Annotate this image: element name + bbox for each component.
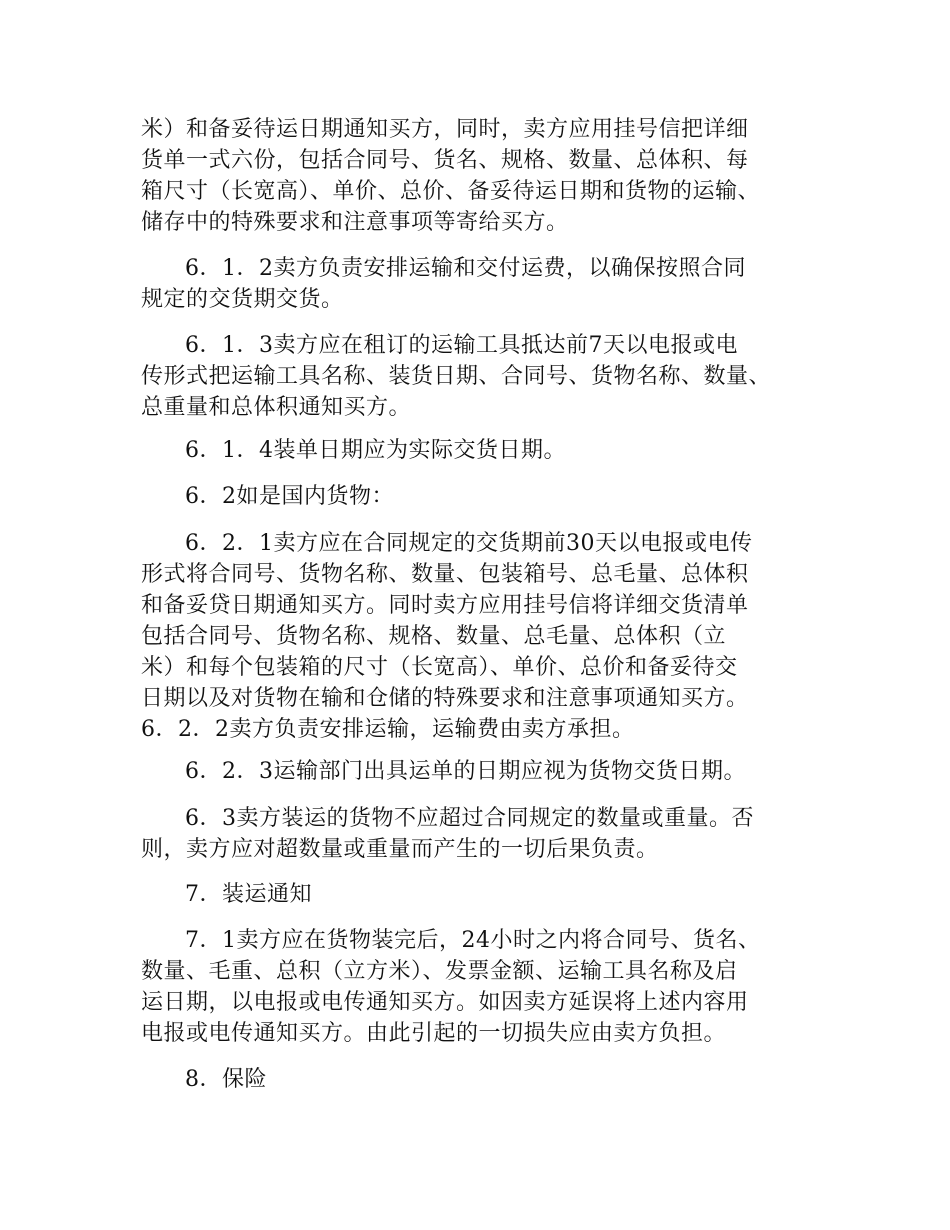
paragraph-line: 形式将合同号、货物名称、数量、包装箱号、总毛量、总体积 [141,562,749,587]
paragraph-6-1-1-continued [141,114,821,238]
paragraph-line: 6．3卖方装运的货物不应超过合同规定的数量或重量。否 [185,806,754,831]
paragraph-6-1-4 [141,435,821,466]
section-heading-7 [141,879,821,910]
paragraph-7-1 [141,925,821,1049]
paragraph-line: 储存中的特殊要求和注意事项等寄给买方。 [141,210,569,235]
paragraph-6-3 [141,803,821,865]
paragraph-6-2-3 [141,756,821,787]
paragraph-line: 米）和每个包装箱的尺寸（长宽高）、单价、总价和备妥待交 [141,655,738,680]
paragraph-6-2-1 [141,528,821,745]
paragraph-6-2 [141,481,821,512]
paragraph-line: 总重量和总体积通知买方。 [141,395,412,420]
paragraph-line: 6．1．4装单日期应为实际交货日期。 [185,438,566,463]
paragraph-line: 米）和备妥待运日期通知买方，同时，卖方应用挂号信把详细 [141,117,749,142]
paragraph-line: 6．2如是国内货物： [185,484,394,509]
paragraph-line: 日期以及对货物在输和仓储的特殊要求和注意事项通知买方。 [141,686,749,711]
paragraph-line: 6．1．3卖方应在租订的运输工具抵达前7天以电报或电 [185,333,738,358]
paragraph-line: 6．1．2卖方负责安排运输和交付运费，以确保按照合同 [185,256,746,281]
paragraph-line: 箱尺寸（长宽高）、单价、总价、备妥待运日期和货物的运输、 [141,179,761,204]
paragraph-line: 运日期，以电报或电传通知买方。如因卖方延误将上述内容用 [141,990,749,1015]
paragraph-line: 包括合同号、货物名称、规格、数量、总毛量、总体积（立 [141,624,727,649]
paragraph-line: 6．2．3运输部门出具运单的日期应视为货物交货日期。 [185,759,746,784]
paragraph-line: 6．2．2卖方负责安排运输，运输费由卖方承担。 [141,717,635,742]
paragraph-line: 传形式把运输工具名称、装货日期、合同号、货物名称、数量、 [141,364,772,389]
paragraph-6-1-2 [141,253,821,315]
paragraph-line: 6．2．1卖方应在合同规定的交货期前30天以电报或电传 [185,531,753,556]
paragraph-line: 和备妥贷日期通知买方。同时卖方应用挂号信将详细交货清单 [141,593,749,618]
paragraph-line: 规定的交货期交货。 [141,287,344,312]
paragraph-line: 7．1卖方应在货物装完后，24小时之内将合同号、货名、 [185,928,761,953]
section-heading: 7．装运通知 [185,882,312,907]
paragraph-line: 则，卖方应对超数量或重量而产生的一切后果负责。 [141,837,659,862]
section-heading: 8．保险 [185,1067,267,1092]
paragraph-line: 数量、毛重、总积（立方米）、发票金额、运输工具名称及启 [141,959,738,984]
paragraph-line: 电报或电传通知买方。由此引起的一切损失应由卖方负担。 [141,1021,727,1046]
section-heading-8 [141,1064,821,1095]
paragraph-6-1-3 [141,330,821,423]
paragraph-line: 货单一式六份，包括合同号、货名、规格、数量、总体积、每 [141,148,749,173]
